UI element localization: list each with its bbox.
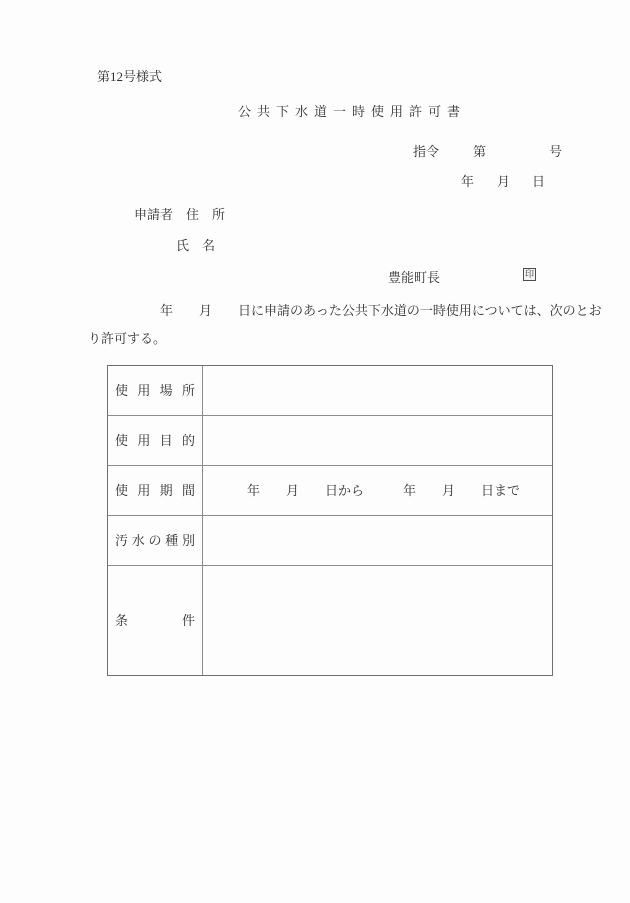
row-label: 条件 bbox=[115, 613, 195, 628]
mayor-title: 豊能町長 bbox=[388, 270, 441, 285]
row-label: 使用期間 bbox=[115, 483, 195, 498]
row-value-cell: 年 月 日から 年 月 日まで bbox=[247, 483, 521, 498]
table-row-conditions bbox=[108, 565, 552, 675]
applicant-address-line: 申請者 住 所 bbox=[134, 207, 226, 222]
issue-date-day-label: 日 bbox=[532, 174, 546, 189]
directive-label: 指令 bbox=[413, 144, 440, 159]
row-value-cell bbox=[203, 416, 552, 465]
applicant-name-line: 氏 名 bbox=[176, 238, 216, 253]
row-label-cell bbox=[108, 566, 203, 675]
issue-date-year-label: 年 bbox=[461, 174, 475, 189]
row-value-cell bbox=[203, 566, 552, 675]
table-row-purpose-of-use bbox=[108, 415, 552, 465]
row-label: 使用目的 bbox=[115, 433, 195, 448]
row-label: 使用場所 bbox=[115, 383, 195, 398]
form-number: 第12号様式 bbox=[97, 69, 163, 84]
row-label: 汚水の種別 bbox=[115, 533, 195, 548]
table-row-place-of-use bbox=[108, 366, 552, 415]
row-label-cell bbox=[108, 466, 203, 515]
directive-number-prefix: 第 bbox=[473, 144, 487, 159]
body-paragraph-line1: 年 月 日に申請のあった公共下水道の一時使用については、次のとお bbox=[160, 303, 602, 318]
permit-table bbox=[107, 365, 553, 676]
table-row-period-of-use bbox=[108, 465, 552, 515]
directive-number-suffix: 号 bbox=[549, 144, 563, 159]
issue-date-month-label: 月 bbox=[497, 174, 511, 189]
table-row-wastewater-type bbox=[108, 515, 552, 565]
row-label-cell bbox=[108, 416, 203, 465]
row-value-cell bbox=[203, 516, 552, 565]
body-paragraph-line2: り許可する。 bbox=[88, 331, 167, 346]
document-title: 公共下水道一時使用許可書 bbox=[238, 104, 467, 119]
row-label-cell bbox=[108, 516, 203, 565]
row-label-cell bbox=[108, 366, 203, 415]
row-value-cell bbox=[203, 366, 552, 415]
seal-mark-icon: 印 bbox=[524, 269, 534, 279]
